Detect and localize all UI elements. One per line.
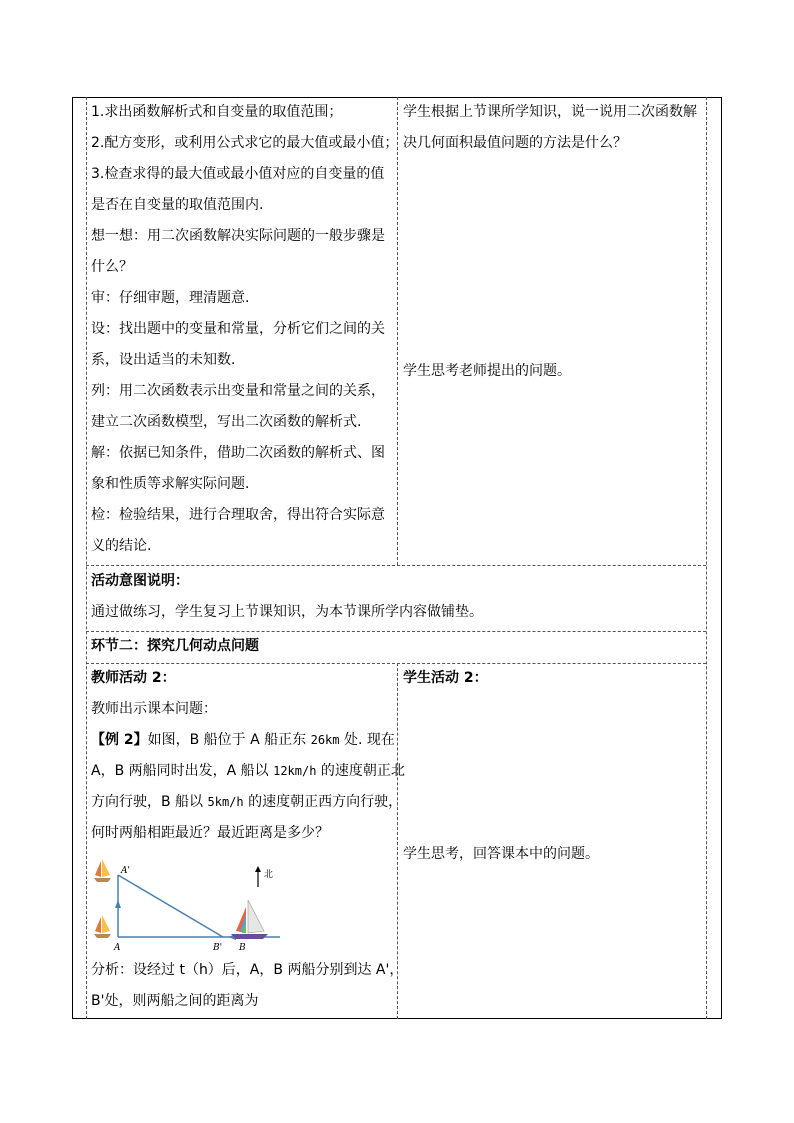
example-line-1a: 如图，B 船位于 A 船正东 [147,732,311,748]
student-review-line-2: 决几何面积最值问题的方法是什么？ [403,135,627,151]
student-title: 学生活动 2： [403,670,488,686]
teacher-title: 教师活动 2： [91,670,176,686]
step-line-10: 列：用二次函数表示出变量和常量之间的关系， [91,383,385,399]
sailboat-a-icon [94,915,111,938]
teacher-cell [91,663,405,849]
label-a-prime: A' [121,866,130,876]
example-line-3a: 方向行驶，B 船以 [91,794,208,810]
inner-left-border [86,97,87,1019]
student-answer-cell [403,839,599,870]
north-arrowhead-icon [255,866,261,872]
student-review-cell [403,97,697,159]
example-line-1 [91,725,405,756]
example-line-2b: 的速度朝正北 [316,763,405,779]
step-line-14: 检：检验结果，进行合理取舍，得出符合实际意 [91,507,385,523]
analysis-line-1: 分析：设经过 t（h）后，A，B 两船分别到达 A'， [91,962,404,978]
example-line-2 [91,756,405,787]
distance-line [118,875,223,937]
inner-right-border [706,97,707,1019]
example-line-3b: 的速度朝正西方向行驶， [243,794,403,810]
step-line-15: 义的结论. [91,538,152,554]
arrow-up-icon [115,900,121,908]
section2-title: 环节二：探究几何动点问题 [91,638,259,654]
step-line-12: 解：依据已知条件，借助二次函数的解析式、图 [91,445,385,461]
step-line-11: 建立二次函数模型，写出二次函数的解析式. [91,414,362,430]
step-line-9: 系，设出适当的未知数. [91,352,236,368]
sailboat-a-prime-icon [94,859,111,882]
step-line-2: 2.配方变形，或利用公式求它的最大值或最小值； [91,135,399,151]
step-line-8: 设：找出题中的变量和常量，分析它们之间的关 [91,321,385,337]
teacher-intro: 教师出示课本问题： [91,701,217,717]
example-line-3-num: 5km/h [207,795,244,809]
example-line-2-num: 12km/h [273,764,317,778]
analysis-line-2: B'处，则两船之间的距离为 [91,993,259,1009]
student-review-line-1: 学生根据上节课所学知识，说一说用二次函数解 [403,104,697,120]
step-line-1: 1.求出函数解析式和自变量的取值范围； [91,104,343,120]
example-line-1-num: 26km [310,733,340,747]
step-line-5: 想一想：用二次函数解决实际问题的一般步骤是 [91,228,385,244]
example-line-1b: 处. 现在 [339,732,395,748]
student-answer: 学生思考，回答课本中的问题。 [403,846,599,862]
intent-text: 通过做练习，学生复习上节课知识，为本节课所学内容做铺垫。 [91,604,483,620]
label-b-prime: B' [213,943,223,953]
intent-cell [91,566,483,628]
label-b: B [239,943,246,953]
label-a: A [114,943,121,953]
example-line-4: 何时两船相距最近？最近距离是多少？ [91,825,329,841]
section2-cell [91,631,259,662]
example-tag: 【例 2】 [91,732,148,748]
step-line-3: 3.检查求得的最大值或最小值对应的自变量的值 [91,166,385,182]
intent-title: 活动意图说明： [91,573,189,589]
student-activity-cell [403,663,488,694]
step-line-4: 是否在自变量的取值范围内. [91,197,264,213]
student-think-cell [403,356,571,387]
student-think-text: 学生思考老师提出的问题。 [403,363,571,379]
example-line-3 [91,787,405,818]
example-line-2a: A，B 两船同时出发，A 船以 [91,763,274,779]
sailboat-b-icon [231,900,268,939]
step-line-7: 审：仔细审题，理清题意. [91,290,250,306]
boat-figure [88,855,293,955]
step-line-6: 什么？ [91,259,133,275]
label-north: 北 [264,870,274,880]
step-line-13: 象和性质等求解实际问题. [91,476,250,492]
steps-cell [91,97,398,562]
analysis-cell [91,955,403,1017]
